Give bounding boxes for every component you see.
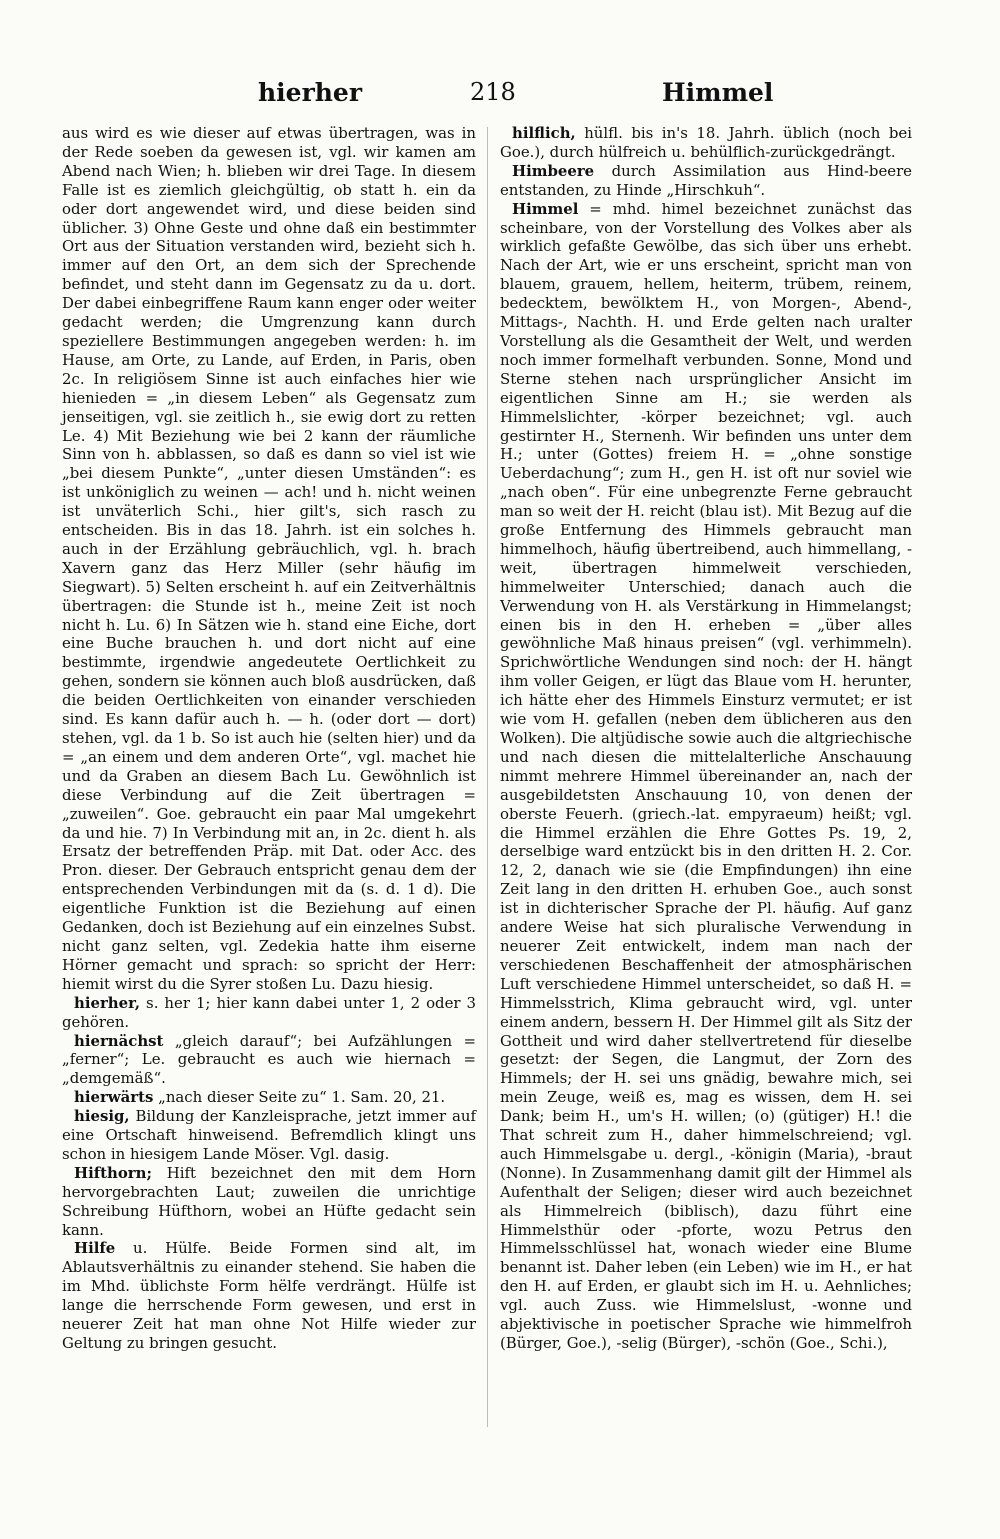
entry-hierwaerts (62, 1088, 476, 1107)
entry-himbeere (500, 162, 912, 200)
entry-headword: hierher, (74, 993, 141, 1012)
entry-hilfe (62, 1239, 476, 1352)
entry-hiesig (62, 1107, 476, 1164)
entry-body: Bildung der Kanzleisprache, jetzt immer auf eine Ortschaft hinweisend. Befremdlich klingt uns schon in hiesigem Lande Möser. Vgl. dasig. (62, 1107, 476, 1163)
page-number: 218 (470, 78, 516, 106)
column-divider (487, 127, 488, 1427)
entry-body: „nach dieser Seite zu“ 1. Sam. 20, 21. (153, 1088, 446, 1107)
entry-headword: Hilfe (74, 1239, 116, 1258)
entry-headword: Himbeere (512, 161, 595, 180)
left-column (62, 124, 476, 1353)
entry-hifthorn (62, 1164, 476, 1240)
entry-body: u. Hülfe. Beide Formen sind alt, im Ablautsverhältnis zu einander stehend. Sie haben die im Mhd. üblichste Form hëlfe verdrängt. Hülfe ist lange die herrschende Form gewesen, und erst in neuerer Zeit hat man ohne Not Hilfe wieder zur Geltung zu bringen gesucht. (62, 1239, 476, 1352)
entry-headword: Hifthorn; (74, 1163, 152, 1182)
entry-headword: hilflich, (512, 124, 576, 142)
entry-headword: hiernächst (74, 1031, 164, 1050)
entry-hierher (62, 994, 476, 1032)
page-header (0, 78, 1000, 112)
continued-entry-text: aus wird es wie dieser auf etwas übertragen, was in der Rede soeben da gewesen ist, vgl. wir kamen am Abend nach Wien; h. blieben wir drei Tage. In diesem Falle ist es ziemlich gleichgültig, ob statt h. ein da oder dort angewendet wird, und diese beiden sind üblicher. 3) Ohne Geste und ohne daß ein bestimmter Ort aus der Situation verstanden wird, bezieht sich h. immer auf den Ort, an dem sich der Sprechende befindet, und steht dann im Gegensatz zu da u. dort. Der dabei einbegriffene Raum kann enger oder weiter gedacht werden; die Umgrenzung kann durch speziellere Bestimmungen angegeben werden: h. im Hause, am Orte, zu Lande, auf Erden, in Paris, oben 2c. In religiösem Sinne ist auch einfaches hier wie hienieden = „in diesem Leben“ als Gegensatz zum jenseitigen, vgl. sie zeitlich h., sie ewig dort zu retten Le. 4) Mit Beziehung wie bei 2 kann der räumliche Sinn von h. abblassen, so daß es dann so viel ist wie „bei diesem Punkte“, „unter diesen Umständen“: es ist unköniglich zu weinen — ach! und h. nicht weinen ist unväterlich Schi., hier gilt's, sich rasch zu entscheiden. Bis in das 18. Jahrh. ist ein solches h. auch in der Erzählung gebräuchlich, vgl. h. brach Xavern ganz das Herz Miller (sehr häufig im Siegwart). 5) Selten erscheint h. auf ein Zeitverhältnis übertragen: die Stunde ist h., meine Zeit ist noch nicht h. Lu. 6) In Sätzen wie h. stand eine Eiche, dort eine Buche brauchen h. und dort nicht auf eine bestimmte, irgendwie angedeutete Oertlichkeit zu gehen, sondern sie können auch bloß ausdrücken, daß die beiden Oertlichkeiten von einander verschieden sind. Es kann dafür auch h. — h. (oder dort — dort) stehen, vgl. da 1 b. So ist auch hie (selten hier) und da = „an einem und dem anderen Orte“, vgl. machet hie und da Graben an diesem Bach Lu. Gewöhnlich ist diese Verbindung auf die Zeit übertragen = „zuweilen“. Goe. gebraucht ein paar Mal umgekehrt da und hie. 7) In Verbindung mit an, in 2c. dient h. als Ersatz der betreffenden Präp. mit Dat. oder Acc. des Pron. dieser. Der Gebrauch entspricht genau dem der entsprechenden Verbindungen mit da (s. d. 1 d). Die eigentliche Funktion ist die Beziehung auf einen Gedanken, doch ist Beziehung auf ein einzelnes Subst. nicht ganz selten, vgl. Zedekia hatte ihm eiserne Hörner gemacht und sprach: so spricht der Herr: hiemit wirst du die Syrer stoßen Lu. Dazu hiesig. (62, 124, 476, 993)
right-column (500, 124, 912, 1353)
entry-headword: hiesig, (74, 1107, 130, 1126)
entry-body: hülfl. bis in's 18. Jahrh. üblich (noch bei Goe.), durch hülfreich u. behülflich-zurückgedrängt. (500, 124, 912, 161)
entry-hiernaechst (62, 1032, 476, 1089)
entry-headword: hierwärts (74, 1088, 154, 1107)
left-running-head: hierher (258, 78, 363, 107)
entry-body: durch Assimilation aus Hind-beere entstanden, zu Hinde „Hirschkuh“. (500, 161, 912, 199)
entry-hilflich (500, 124, 912, 162)
entry-body: „gleich darauf“; bei Aufzählungen = „ferner“; Le. gebraucht es auch wie hiernach = „demgemäß“. (62, 1031, 476, 1088)
entry-body: Hift bezeichnet den mit dem Horn hervorgebrachten Laut; zuweilen die unrichtige Schreibung Hüfthorn, wobei an Hüfte gedacht sein kann. (62, 1163, 476, 1239)
entry-body: s. her 1; hier kann dabei unter 1, 2 oder 3 gehören. (62, 993, 476, 1031)
entry-headword: Himmel (512, 199, 579, 218)
entry-himmel (500, 200, 912, 1353)
right-running-head: Himmel (662, 78, 774, 107)
entry-body: = mhd. himel bezeichnet zunächst das scheinbare, von der Vorstellung des Volkes aber als wirklich gefaßte Gewölbe, das sich über uns erhebt. Nach der Art, wie er uns erscheint, spricht man von blauem, grauem, hellem, heiterm, trübem, reinem, bedecktem, bewölktem H., von Morgen-, Abend-, Mittags-, Nachth. H. und Erde gelten nach uralter Vorstellung als die Gesamtheit der Welt, und werden noch immer formelhaft verbunden. Sonne, Mond und Sterne stehen nach ursprünglicher Ansicht im eigentlichen Sinne am H.; sie werden als Himmelslichter, -körper bezeichnet; vgl. auch gestirnter H., Sternenh. Wir befinden uns unter dem H.; unter (Gottes) freiem H. = „ohne sonstige Ueberdachung“; zum H., gen H. ist oft nur soviel wie „nach oben“. Für eine unbegrenzte Ferne gebraucht man so weit der H. reicht (blau ist). Mit Bezug auf die große Entfernung des Himmels gebraucht man himmelhoch, häufig übertreibend, auch himmellang, -weit, übertragen himmelweit verschieden, himmelweiter Unterschied; danach auch die Verwendung von H. als Verstärkung in Himmelangst; einen bis in den H. erheben = „über alles gewöhnliche Maß hinaus preisen“ (vgl. verhimmeln). Sprichwörtliche Wendungen sind noch: der H. hängt ihm voller Geigen, er lügt das Blaue vom H. herunter, ich hätte eher des Himmels Einsturz vermutet; er ist wie vom H. gefallen (neben dem üblicheren aus den Wolken). Die altjüdische sowie auch die altgriechische und nach diesen die mittelalterliche Anschauung nimmt mehrere Himmel übereinander an, nach der ausgebildetsten Anschauung 10, von denen der oberste Feuerh. (griech.-lat. empyraeum) heißt; vgl. die Himmel erzählen die Ehre Gottes Ps. 19, 2, derselbige ward entzückt bis in den dritten H. 2. Cor. 12, 2, danach wie sie (die Empfindungen) ihn eine Zeit lang in den dritten H. erhuben Goe., auch sonst ist in dichterischer Sprache der Pl. häufig. Auf ganz andere Weise hat sich pluralische Verwendung in neuerer Zeit entwickelt, indem man nach der verschiedenen Beschaffenheit der atmosphärischen Luft verschiedene Himmel unterscheidet, so daß H. = Himmelsstrich, Klima gebraucht wird, vgl. unter einem andern, bessern H. Der Himmel gilt als Sitz der Gottheit und wird daher stellvertretend für dieselbe gesetzt: der Segen, die Langmut, der Zorn des Himmels; der H. sei uns gnädig, bewahre mich, sei mein Zeuge, weiß es, mag es wissen, dem H. sei Dank; beim H., um's H. willen; (o) (gütiger) H.! die That schreit zum H., daher himmelschreiend; vgl. auch Himmelsgabe u. dergl., -königin (Maria), -braut (Nonne). In Zusammenhang damit gilt der Himmel als Aufenthalt der Seligen; dieser wird auch bezeichnet als Himmelreich (biblisch), dazu führt eine Himmelsthür oder -pforte, wozu Petrus den Himmelsschlüssel hat, wonach wieder eine Blume benannt ist. Daher leben (ein Leben) wie im H., er hat den H. auf Erden, er glaubt sich im H. u. Aehnliches; vgl. auch Zuss. wie Himmelslust, -wonne und abjektivische in poetischer Sprache wie himmelfroh (Bürger, Goe.), -selig (Bürger), -schön (Goe., Schi.), (500, 199, 912, 1352)
